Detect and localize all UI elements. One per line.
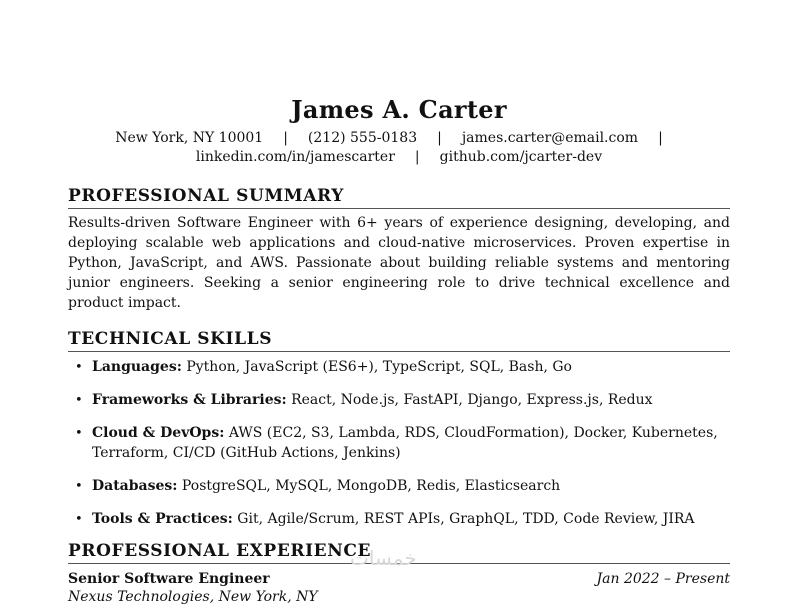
bullet-icon: • (75, 426, 83, 441)
skill-value: AWS (EC2, S3, Lambda, RDS, CloudFormation), Docker, Kubernetes, Terraform, CI/CD (GitHub Actions, Jenkins) (92, 425, 718, 461)
email-link[interactable]: james.carter@email.com (461, 130, 639, 146)
skills-list (68, 358, 730, 529)
skills-heading: TECHNICAL SKILLS (68, 328, 730, 352)
skill-label: Tools & Practices: (92, 510, 233, 527)
bullet-icon: • (75, 511, 83, 527)
job-dates: Jan 2022 – Present (596, 570, 730, 587)
skills-section (68, 328, 730, 529)
contact-separator: | (658, 130, 663, 146)
skill-label: Cloud & DevOps: (92, 425, 225, 441)
skill-label: Frameworks & Libraries: (92, 392, 287, 408)
job-company: Nexus Technologies, New York, NY (68, 588, 318, 605)
bullet-icon: • (75, 393, 83, 408)
github-link[interactable]: github.com/jcarter-dev (439, 149, 603, 165)
skill-item-tools (68, 510, 730, 530)
job-title: Senior Software Engineer (68, 570, 270, 587)
contact-line-1 (68, 129, 730, 148)
skill-item-databases (68, 477, 730, 497)
contact-info (68, 129, 730, 167)
experience-section (68, 540, 730, 606)
skill-value: PostgreSQL, MySQL, MongoDB, Redis, Elasticsearch (181, 477, 561, 494)
skill-value: React, Node.js, FastAPI, Django, Express.js, Redux (291, 392, 653, 408)
bullet-icon: • (75, 478, 83, 494)
summary-section (68, 185, 730, 313)
candidate-name: James A. Carter (291, 95, 507, 124)
skill-value: Python, JavaScript (ES6+), TypeScript, SQL, Bash, Go (186, 359, 572, 375)
skill-label: Databases: (92, 477, 178, 494)
skill-value: Git, Agile/Scrum, REST APIs, GraphQL, TDD, Code Review, JIRA (237, 510, 695, 527)
summary-heading: PROFESSIONAL SUMMARY (68, 185, 730, 209)
contact-separator: | (437, 130, 442, 146)
skill-label: Languages: (92, 359, 182, 375)
experience-heading: PROFESSIONAL EXPERIENCE (68, 540, 730, 564)
contact-separator: | (283, 130, 288, 146)
phone-text: (212) 555-0183 (307, 130, 418, 146)
contact-line-2 (68, 148, 730, 167)
skill-item-frameworks (68, 391, 730, 411)
watermark-logo: خمسات (350, 546, 417, 570)
location-text: New York, NY 10001 (115, 130, 264, 146)
summary-text: Results-driven Software Engineer with 6+ years of experience designing, developing, and deploying scalable web applications and cloud-native microservices. Proven expertise in Python, JavaScript, and AWS. Passionate about building reliable systems and mentoring junior engineers. Seeking a senior engineering role to drive technical excellence and product impact. (68, 215, 730, 311)
linkedin-link[interactable]: linkedin.com/in/jamescarter (195, 149, 395, 165)
resume-page (68, 95, 730, 606)
skill-item-cloud (68, 424, 730, 463)
contact-separator: | (414, 149, 420, 165)
bullet-icon: • (75, 360, 83, 375)
skill-item-languages (68, 358, 730, 378)
job-header (68, 570, 730, 588)
